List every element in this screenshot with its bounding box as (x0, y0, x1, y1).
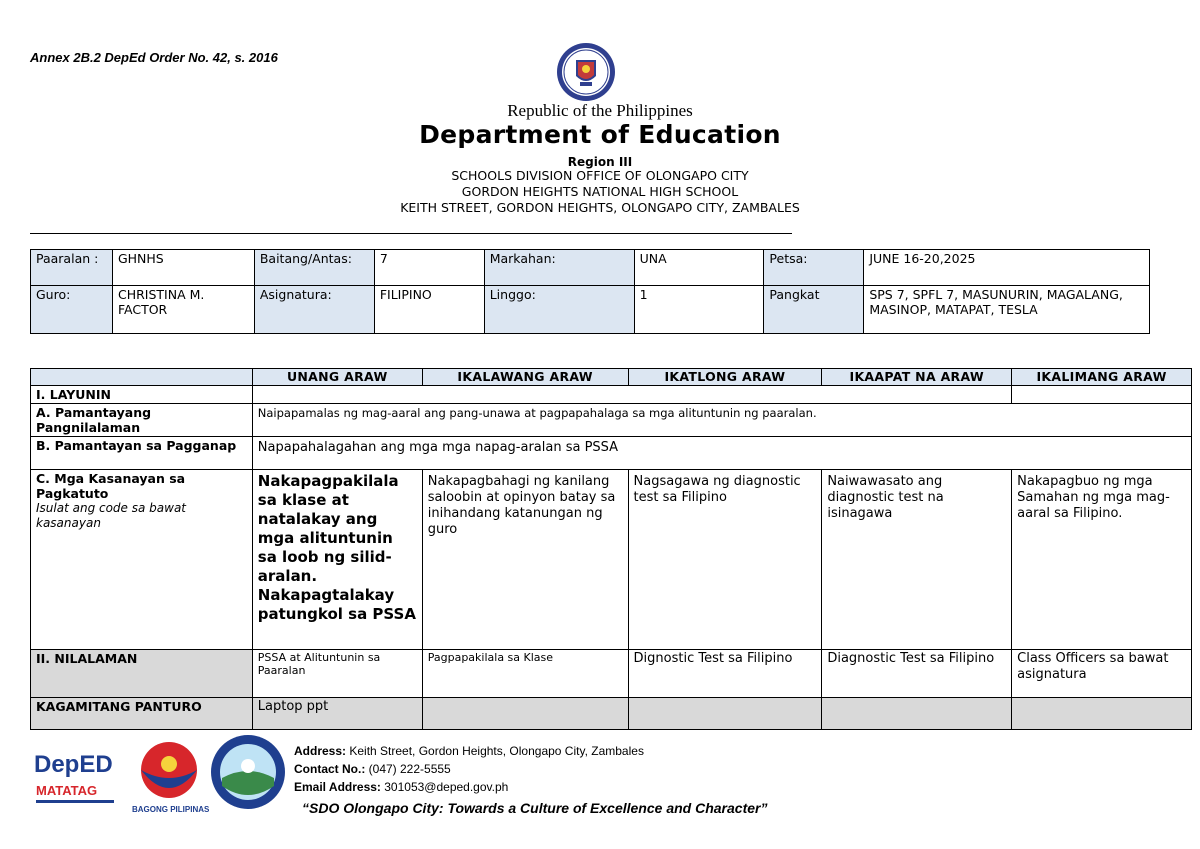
kagamitan-day-3 (628, 698, 822, 730)
bagong-pilipinas-text: BAGONG PILIPINAS (132, 805, 210, 814)
deped-logo-text: DepED (34, 751, 113, 778)
nilalaman-day-3: Dignostic Test sa Filipino (628, 650, 822, 698)
layunin-blank (1012, 386, 1192, 404)
school-heading: GORDON HEIGHTS NATIONAL HIGH SCHOOL (461, 184, 739, 199)
day-header: IKATLONG ARAW (628, 369, 822, 386)
kasanayan-cell (31, 470, 253, 650)
nilalaman-row (31, 650, 1192, 698)
kagamitan-day-2 (422, 698, 628, 730)
contact-value: (047) 222-5555 (365, 762, 451, 776)
info-table (30, 249, 1150, 334)
pagganap-label: B. Pamantayan sa Pagganap (31, 437, 253, 470)
kasanayan-label: C. Mga Kasanayan sa Pagkatuto (36, 471, 186, 501)
deped-matatag-logo (30, 740, 120, 810)
baitang-value: 7 (374, 250, 484, 286)
pangkat-label: Pangkat (764, 286, 864, 334)
guro-label: Guro: (31, 286, 113, 334)
info-row (31, 286, 1150, 334)
layunin-blank (252, 386, 1011, 404)
deped-seal-icon (556, 42, 616, 102)
pangkat-value: SPS 7, SPFL 7, MASUNURIN, MAGALANG, MASINOP, MATAPAT, TESLA (864, 286, 1150, 334)
kasanayan-day-3: Nagsagawa ng diagnostic test sa Filipino (628, 470, 822, 650)
linggo-label: Linggo: (484, 286, 634, 334)
kagamitan-label: KAGAMITANG PANTURO (31, 698, 253, 730)
header-blank (31, 369, 253, 386)
pamantayang-label: A. Pamantayang Pangnilalaman (31, 404, 253, 437)
address-label: Address: (294, 744, 347, 758)
petsa-label: Petsa: (764, 250, 864, 286)
kasanayan-row (31, 470, 1192, 650)
nilalaman-day-4: Diagnostic Test sa Filipino (822, 650, 1012, 698)
paaralan-label: Paaralan : (31, 250, 113, 286)
email-value: 301053@deped.gov.ph (380, 780, 509, 794)
header-divider (30, 233, 792, 234)
kagamitan-day-4 (822, 698, 1012, 730)
days-header-row (31, 369, 1192, 386)
address-heading: KEITH STREET, GORDON HEIGHTS, OLONGAPO CITY, ZAMBALES (400, 200, 800, 215)
bagong-pilipinas-logo (128, 736, 210, 816)
markahan-label: Markahan: (484, 250, 634, 286)
pamantayang-value: Naipapamalas ng mag-aaral ang pang-unawa at pagpapahalaga sa mga alituntunin ng paaralan. (252, 404, 1191, 437)
annex-reference: Annex 2B.2 DepEd Order No. 42, s. 2016 (30, 50, 278, 65)
petsa-value: JUNE 16-20,2025 (864, 250, 1150, 286)
day-header: IKAAPAT NA ARAW (822, 369, 1012, 386)
layunin-label: I. LAYUNIN (31, 386, 253, 404)
pamantayang-row (31, 404, 1192, 437)
region-heading: Region III (567, 155, 633, 169)
baitang-label: Baitang/Antas: (254, 250, 374, 286)
day-header: UNANG ARAW (252, 369, 422, 386)
kasanayan-note: Isulat ang code sa bawat kasanayan (36, 501, 187, 530)
footer-address (294, 744, 644, 758)
kasanayan-day-2: Nakapagbahagi ng kanilang saloobin at opinyon batay sa inihandang katanungan ng guro (422, 470, 628, 650)
guro-value: CHRISTINA M. FACTOR (112, 286, 254, 334)
day-header: IKALIMANG ARAW (1012, 369, 1192, 386)
kasanayan-day-4: Naiwawasato ang diagnostic test na isinagawa (822, 470, 1012, 650)
nilalaman-day-5: Class Officers sa bawat asignatura (1012, 650, 1192, 698)
kagamitan-day-1: Laptop ppt (252, 698, 422, 730)
pagganap-value: Napapahalagahan ang mga mga napag-aralan sa PSSA (252, 437, 1191, 470)
republic-heading: Republic of the Philippines (507, 101, 693, 120)
footer-email (294, 780, 508, 794)
kasanayan-day-5: Nakapagbuo ng mga Samahan ng mga mag-aaral sa Filipino. (1012, 470, 1192, 650)
kagamitan-row (31, 698, 1192, 730)
footer-motto: “SDO Olongapo City: Towards a Culture of Excellence and Character” (302, 800, 768, 816)
info-row (31, 250, 1150, 286)
department-title: Department of Education (419, 120, 781, 149)
nilalaman-label: II. NILALAMAN (31, 650, 253, 698)
footer-contact (294, 762, 451, 776)
markahan-value: UNA (634, 250, 764, 286)
school-seal-icon (210, 734, 286, 810)
day-header: IKALAWANG ARAW (422, 369, 628, 386)
lesson-plan-table (30, 368, 1192, 730)
matatag-text: MATATAG (36, 783, 98, 798)
kasanayan-day-1: Nakapagpakilala sa klase at natalakay ang mga alituntunin sa loob ng silid-aralan. Nakapagtalakay patungkol sa PSSA (252, 470, 422, 650)
asignatura-label: Asignatura: (254, 286, 374, 334)
kagamitan-day-5 (1012, 698, 1192, 730)
address-value: Keith Street, Gordon Heights, Olongapo City, Zambales (346, 744, 644, 758)
pagganap-row (31, 437, 1192, 470)
asignatura-value: FILIPINO (374, 286, 484, 334)
nilalaman-day-1: PSSA at Alituntunin sa Paaralan (252, 650, 422, 698)
linggo-value: 1 (634, 286, 764, 334)
nilalaman-day-2: Pagpapakilala sa Klase (422, 650, 628, 698)
layunin-row (31, 386, 1192, 404)
email-label: Email Address: (294, 780, 381, 794)
division-heading: SCHOOLS DIVISION OFFICE OF OLONGAPO CITY (451, 168, 749, 183)
contact-label: Contact No.: (294, 762, 366, 776)
paaralan-value: GHNHS (112, 250, 254, 286)
